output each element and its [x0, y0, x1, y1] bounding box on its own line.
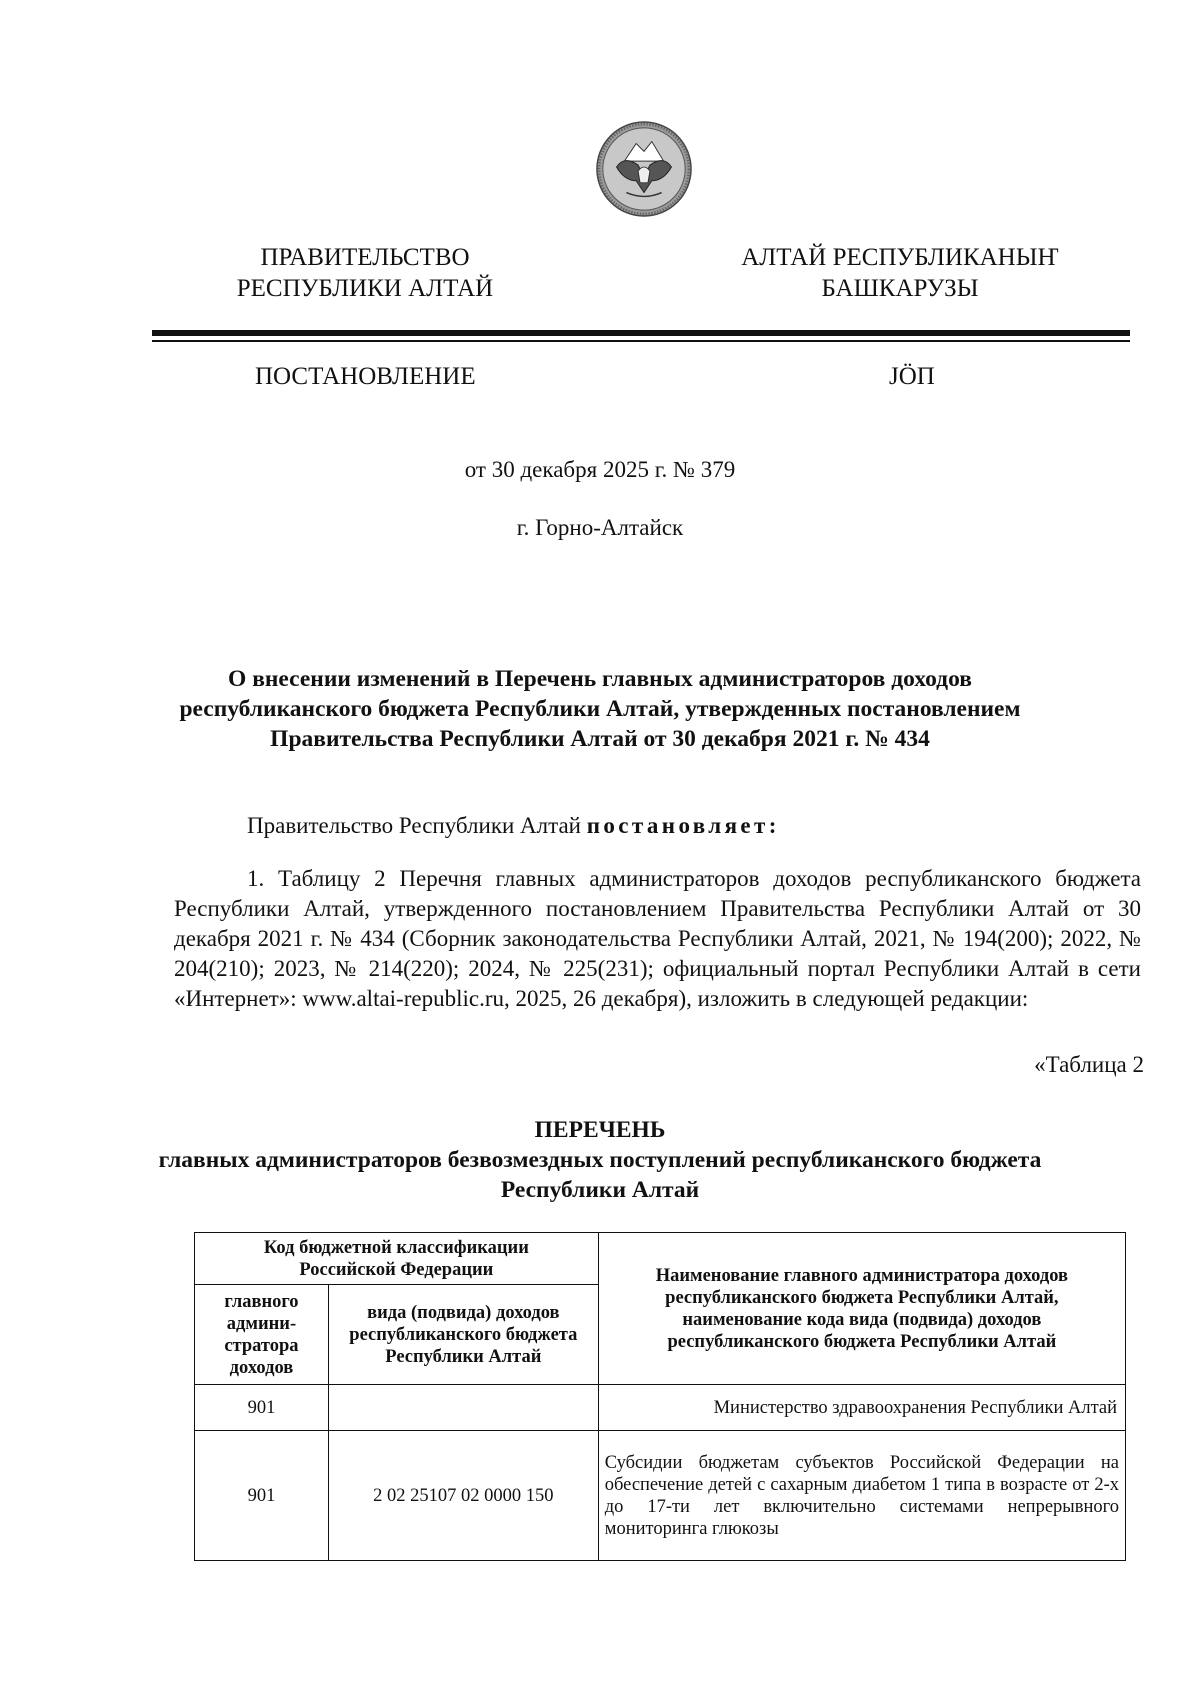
doc-type-alt: JÖП — [889, 363, 935, 390]
row1-code — [328, 1385, 598, 1431]
lead-decree-word: постановляет: — [586, 813, 780, 838]
col2-header: вида (подвида) доходов республиканского бюджета Республики Алтай — [328, 1285, 598, 1385]
header-left-line2: РЕСПУБЛИКИ АЛТАЙ — [236, 275, 494, 302]
list-title-line2: главных администраторов безвозмездных поступлений республиканского бюджета — [158, 1147, 1042, 1173]
row2-admin: 901 — [195, 1431, 329, 1561]
table-reference: «Таблица 2 — [1034, 1052, 1144, 1077]
header-divider-thin — [152, 340, 1130, 342]
resolution-lead — [247, 813, 780, 839]
row1-name: Министерство здравоохранения Республики Алтай — [598, 1385, 1125, 1431]
city: г. Горно-Алтайск — [516, 515, 684, 540]
table-row — [195, 1385, 1126, 1431]
header-right-line2: БАШКАРУЗЫ — [821, 275, 979, 302]
header-right — [735, 242, 1065, 304]
lead-text: Правительство Республики Алтай — [247, 813, 581, 838]
document-title — [150, 664, 1050, 754]
row2-code: 2 02 25107 02 0000 150 — [328, 1431, 598, 1561]
title-line1: О внесении изменений в Перечень главных администраторов доходов — [228, 666, 972, 692]
header-right-line1: АЛТАЙ РЕСПУБЛИКАНЫҤ — [741, 244, 1059, 271]
row2-name: Субсидии бюджетам субъектов Российской Федерации на обеспечение детей с сахарным диабетом 1 типа в возрасте от 2-х до 17-ти лет включительно системами непрерывного мониторинга глюкозы — [598, 1431, 1125, 1561]
title-line2: республиканского бюджета Республики Алтай, утвержденных постановлением — [179, 696, 1021, 722]
col1-header: главного админи-стратора доходов — [195, 1285, 329, 1385]
title-line3: Правительства Республики Алтай от 30 декабря 2021 г. № 434 — [270, 726, 930, 752]
header-left — [190, 242, 540, 304]
coat-of-arms-icon — [595, 120, 693, 218]
list-title — [150, 1115, 1050, 1205]
paragraph-1: 1. Таблицу 2 Перечня главных администраторов доходов республиканского бюджета Республики Алтай, утвержденного постановлением Правительства Республики Алтай от 30 декабря 2021 г. № 434 (Сборник законодательства Республики Алтай, 2021, № 194(200); 2022, № 204(210); 2023, № 214(220); 2024, № 225(231); официальный портал Республики Алтай в сети «Интернет»: www.altai-republic.ru, 2025, 26 декабря), изложить в следующей редакции: — [174, 866, 1141, 1011]
header-divider-thick — [152, 330, 1130, 336]
administrators-table — [194, 1232, 1126, 1561]
header-left-line1: ПРАВИТЕЛЬСТВО — [260, 244, 470, 271]
row1-admin: 901 — [195, 1385, 329, 1431]
list-title-line1: ПЕРЕЧЕНЬ — [534, 1117, 666, 1143]
table-row — [195, 1431, 1126, 1561]
col3-header: Наименование главного администратора доходов республиканского бюджета Республики Алтай, наименование кода вида (подвида) доходов республиканского бюджета Республики Алтай — [598, 1233, 1125, 1385]
list-title-line3: Республики Алтай — [500, 1177, 700, 1203]
group-header: Код бюджетной классификации Российской Федерации — [195, 1233, 599, 1285]
doc-type-ru: ПОСТАНОВЛЕНИЕ — [255, 363, 476, 390]
date-number: от 30 декабря 2025 г. № 379 — [464, 457, 736, 482]
